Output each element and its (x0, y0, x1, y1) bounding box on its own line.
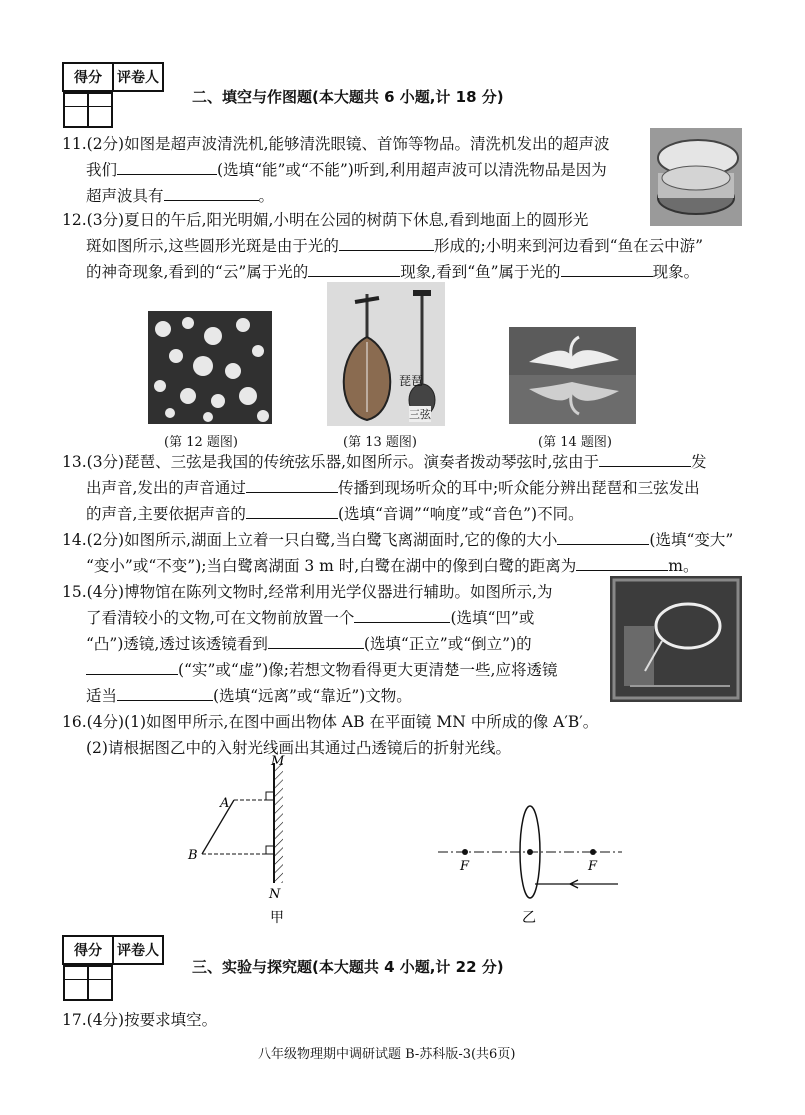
label-a: A (220, 796, 230, 811)
q11-line3 (86, 186, 274, 206)
q12-text-d: 现象,看到“鱼”属于光的 (400, 263, 561, 281)
label-b: B (188, 848, 198, 863)
q15-text-g: (选填“远离”或“靠近”)文物。 (213, 687, 412, 705)
score-header: 得分 (63, 936, 113, 964)
label-f-left: F (460, 859, 470, 874)
pipa-label: 琵琶 (399, 374, 424, 388)
optical-center (527, 849, 533, 855)
q15-line1: 15.(4分)博物馆在陈列文物时,经常利用光学仪器进行辅助。如图所示,为 (62, 583, 553, 601)
q14-blank-2[interactable] (576, 556, 668, 571)
q11-blank-2[interactable] (164, 186, 259, 201)
q13-line1 (62, 452, 706, 472)
caption-fig13: (第 13 题图) (343, 435, 417, 450)
score-header: 得分 (63, 63, 113, 91)
q14-text-d: m。 (668, 557, 699, 575)
q14-line1 (62, 530, 733, 550)
q13-line2 (86, 478, 700, 498)
caption-fig14: (第 14 题图) (538, 435, 612, 450)
q15-text-d: (选填“正立”或“倒立”)的 (363, 635, 532, 653)
q11-line1: 11.(2分)如图是超声波清洗机,能够清洗眼镜、首饰等物品。清洗机发出的超声波 (62, 135, 610, 153)
q15-blank-1[interactable] (354, 608, 450, 623)
label-f-right: F (588, 859, 598, 874)
sanxian-label: 三弦 (409, 408, 431, 421)
q11-text-b: (选填“能”或“不能”)听到,利用超声波可以清洗物品是因为 (217, 161, 607, 179)
q11-blank-1[interactable] (117, 160, 217, 175)
q13-blank-3[interactable] (246, 504, 338, 519)
q11-text-c: 超声波具有 (86, 187, 164, 205)
label-jia: 甲 (270, 910, 284, 926)
q13-text-c: 出声音,发出的声音通过 (86, 479, 246, 497)
q11-text-d: 。 (258, 187, 275, 205)
egret-photo (509, 327, 636, 424)
q15-line5 (86, 686, 412, 706)
label-m: M (271, 755, 285, 769)
q15-text-e: (“实”或“虚”)像;若想文物看得更大更清楚一些,应将透镜 (178, 661, 558, 679)
mirror-diagram (180, 755, 300, 935)
q13-text-b: 发 (690, 453, 707, 471)
focal-point-left (462, 849, 468, 855)
q13-text-a: 13.(3分)琵琶、三弦是我国的传统弦乐器,如图所示。演奏者拨动琴弦时,弦由于 (62, 453, 599, 471)
q14-text-b: (选填“变大” (649, 531, 734, 549)
light-spots-photo (148, 311, 272, 424)
lens-diagram (430, 800, 630, 930)
q12-line1: 12.(3分)夏日的午后,阳光明媚,小明在公园的树荫下休息,看到地面上的圆形光 (62, 211, 589, 229)
q15-blank-4[interactable] (117, 686, 213, 701)
grader-cell (88, 966, 112, 1000)
q12-line3 (86, 262, 699, 282)
q15-line4 (86, 660, 557, 680)
q14-text-c: “变小”或“不变”);当白鹭离湖面 3 m 时,白鹭在湖中的像到白鹭的距离为 (86, 557, 577, 575)
q15-text-c: “凸”)透镜,透过该透镜看到 (86, 635, 268, 653)
q13-line3 (86, 504, 584, 524)
q17-line1: 17.(4分)按要求填空。 (62, 1011, 218, 1029)
section3-title: 三、实验与探究题(本大题共 4 小题,计 22 分) (192, 958, 504, 976)
q12-text-b: 形成的;小明来到河边看到“鱼在云中游” (433, 237, 704, 255)
q15-text-b: (选填“凹”或 (450, 609, 535, 627)
q13-blank-1[interactable] (599, 452, 691, 467)
grader-header: 评卷人 (113, 63, 163, 91)
q11-text-a: 我们 (86, 161, 118, 179)
label-n: N (269, 887, 281, 902)
q13-text-e: 的声音,主要依据声音的 (86, 505, 246, 523)
q13-text-d: 传播到现场听众的耳中;听众能分辨出琵琶和三弦发出 (337, 479, 700, 497)
score-cell (64, 966, 88, 1000)
magnifier-photo (610, 576, 742, 702)
q14-line2 (86, 556, 698, 576)
instruments-photo (327, 282, 445, 426)
section2-title: 二、填空与作图题(本大题共 6 小题,计 18 分) (192, 88, 504, 106)
grader-cell (88, 93, 112, 127)
score-table-section2 (62, 62, 164, 111)
right-angle-b (266, 846, 274, 854)
score-table-section3 (62, 935, 164, 984)
q12-blank-2[interactable] (308, 262, 400, 277)
caption-fig12: (第 12 题图) (164, 435, 238, 450)
q15-text-f: 适当 (86, 687, 118, 705)
label-yi: 乙 (522, 910, 536, 926)
q14-blank-1[interactable] (557, 530, 649, 545)
q12-line2 (86, 236, 703, 256)
grader-header: 评卷人 (113, 936, 163, 964)
q15-text-a: 了看清较小的文物,可在文物前放置一个 (86, 609, 355, 627)
q14-text-a: 14.(2分)如图所示,湖面上立着一只白鹭,当白鹭飞离湖面时,它的像的大小 (62, 531, 558, 549)
page-footer: 八年级物理期中调研试题 B-苏科版-3(共6页) (258, 1047, 516, 1062)
score-cell (64, 93, 88, 127)
q15-blank-2[interactable] (268, 634, 364, 649)
q12-text-c: 的神奇现象,看到的“云”属于光的 (86, 263, 309, 281)
q11-line2 (86, 160, 607, 180)
q15-blank-3[interactable] (86, 660, 178, 675)
q13-blank-2[interactable] (246, 478, 338, 493)
q15-line2 (86, 608, 534, 628)
ultrasonic-cleaner-photo (650, 128, 742, 226)
right-angle-a (266, 792, 274, 800)
q16-line2: (2)请根据图乙中的入射光线画出其通过凸透镜后的折射光线。 (86, 739, 511, 757)
q12-blank-1[interactable] (339, 236, 434, 251)
focal-point-right (590, 849, 596, 855)
q12-blank-3[interactable] (561, 262, 653, 277)
q12-text-a: 斑如图所示,这些圆形光斑是由于光的 (86, 237, 339, 255)
q16-line1: 16.(4分)(1)如图甲所示,在图中画出物体 AB 在平面镜 MN 中所成的像 A′B′。 (62, 713, 599, 731)
q15-line3 (86, 634, 532, 654)
q12-text-e: 现象。 (652, 263, 700, 281)
mirror-hatching (275, 763, 283, 883)
q13-text-f: (选填“音调”“响度”或“音色”)不同。 (337, 505, 584, 523)
